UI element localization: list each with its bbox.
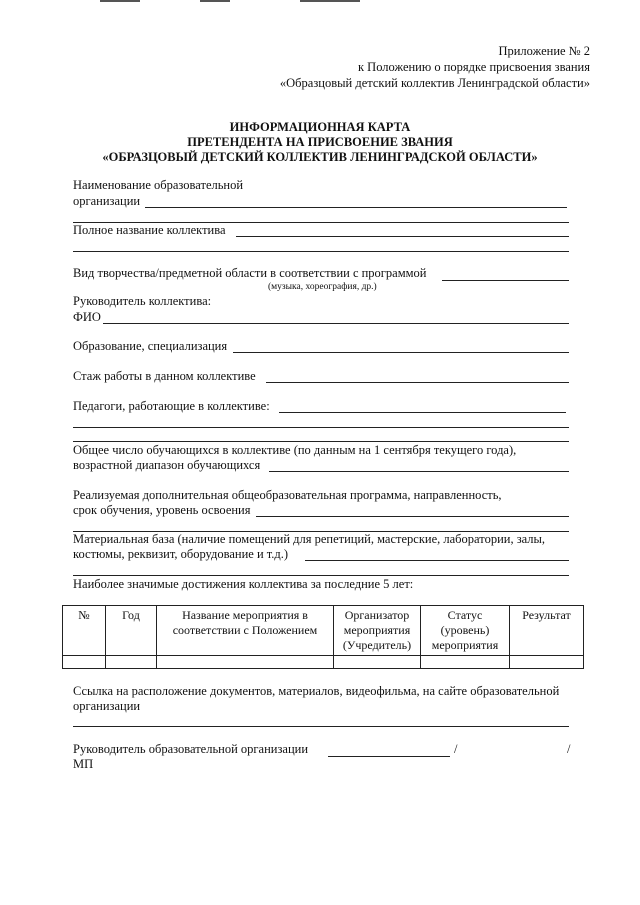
teachers-input-line-3[interactable] — [73, 441, 569, 442]
program-input-line[interactable] — [256, 516, 569, 517]
table-cell[interactable] — [334, 656, 421, 669]
field-experience-label: Стаж работы в данном коллективе — [73, 369, 256, 383]
col-header-event-line-1: Название мероприятия в — [182, 608, 308, 622]
students-input-line[interactable] — [269, 471, 569, 472]
appendix-line-2: к Положению о порядке присвоения звания — [357, 60, 590, 74]
link-input-line[interactable] — [73, 726, 569, 727]
teachers-input-line-2[interactable] — [73, 427, 569, 428]
field-education-label: Образование, специализация — [73, 339, 228, 353]
field-material-label-2: костюмы, реквизит, оборудование и т.д.) — [73, 547, 289, 561]
scan-artifact — [100, 0, 140, 2]
experience-input-line[interactable] — [266, 382, 569, 383]
table-cell[interactable] — [63, 656, 106, 669]
col-header-event — [157, 606, 334, 656]
field-creativity-type-label: Вид творчества/предметной области в соответствии с программой — [73, 266, 427, 280]
col-header-status-line-2: (уровень) — [440, 623, 490, 637]
appendix-line-3: «Образцовый детский коллектив Ленинградской области» — [279, 76, 590, 90]
material-input-line[interactable] — [305, 560, 569, 561]
field-material-label: Материальная база (наличие помещений для репетиций, мастерские, лаборатории, залы, — [73, 532, 546, 546]
col-header-organizer-line-1: Организатор — [344, 608, 410, 622]
creativity-type-hint: (музыка, хореография, др.) — [268, 282, 377, 292]
table-cell[interactable] — [510, 656, 584, 669]
collective-name-input-line-2[interactable] — [73, 251, 569, 252]
field-org-name-label-2: организации — [73, 194, 141, 208]
col-header-year: Год — [106, 606, 157, 656]
field-program-label-2: срок обучения, уровень освоения — [73, 503, 251, 517]
field-students-label: Общее число обучающихся в коллективе (по данным на 1 сентября текущего года), — [73, 443, 517, 457]
scan-artifact — [200, 0, 230, 2]
col-header-status-line-1: Статус — [447, 608, 483, 622]
table-header-row — [63, 606, 584, 656]
org-name-input-line[interactable] — [145, 207, 567, 208]
field-fio-label: ФИО — [73, 310, 101, 324]
col-header-num: № — [63, 606, 106, 656]
creativity-type-input-line[interactable] — [442, 280, 569, 281]
col-header-organizer-line-3: (Учредитель) — [342, 638, 412, 652]
field-org-name-label: Наименование образовательной — [73, 178, 244, 192]
signature-slash-1: / — [454, 742, 458, 756]
col-header-status-line-3: мероприятия — [431, 638, 499, 652]
field-link-label-2: организации — [73, 699, 141, 713]
col-header-event-line-2: соответствии с Положением — [172, 623, 318, 637]
col-header-organizer-line-2: мероприятия — [343, 623, 411, 637]
field-teachers-label: Педагоги, работающие в коллективе: — [73, 399, 270, 413]
stamp-place-label: МП — [73, 757, 94, 771]
teachers-input-line[interactable] — [279, 412, 566, 413]
field-leader-label: Руководитель коллектива: — [73, 294, 212, 308]
title-line-2: ПРЕТЕНДЕНТА НА ПРИСВОЕНИЕ ЗВАНИЯ — [187, 135, 453, 149]
signature-slash-2: / — [567, 742, 571, 756]
title-line-3: «ОБРАЗЦОВЫЙ ДЕТСКИЙ КОЛЛЕКТИВ ЛЕНИНГРАДСКОЙ ОБЛАСТИ» — [102, 150, 538, 164]
appendix-line-1: Приложение № 2 — [498, 44, 590, 58]
field-students-label-2: возрастной диапазон обучающихся — [73, 458, 261, 472]
field-program-label: Реализуемая дополнительная общеобразовательная программа, направленность, — [73, 488, 502, 502]
col-header-status — [421, 606, 510, 656]
field-collective-name-label: Полное название коллектива — [73, 223, 226, 237]
signature-input-line[interactable] — [328, 756, 450, 757]
field-link-label: Ссылка на расположение документов, материалов, видеофильма, на сайте образовательной — [73, 684, 560, 698]
col-header-result: Результат — [510, 606, 584, 656]
head-signature-label: Руководитель образовательной организации — [73, 742, 309, 756]
collective-name-input-line[interactable] — [236, 236, 569, 237]
table-cell[interactable] — [157, 656, 334, 669]
col-header-organizer — [334, 606, 421, 656]
education-input-line[interactable] — [233, 352, 569, 353]
achievements-table — [62, 605, 584, 669]
field-achievements-label: Наиболее значимые достижения коллектива за последние 5 лет: — [73, 577, 414, 591]
table-cell[interactable] — [421, 656, 510, 669]
table-row — [63, 656, 584, 669]
scan-artifact — [300, 0, 360, 2]
table-cell[interactable] — [106, 656, 157, 669]
fio-input-line[interactable] — [103, 323, 569, 324]
material-input-line-2[interactable] — [73, 575, 569, 576]
title-line-1: ИНФОРМАЦИОННАЯ КАРТА — [229, 120, 411, 134]
